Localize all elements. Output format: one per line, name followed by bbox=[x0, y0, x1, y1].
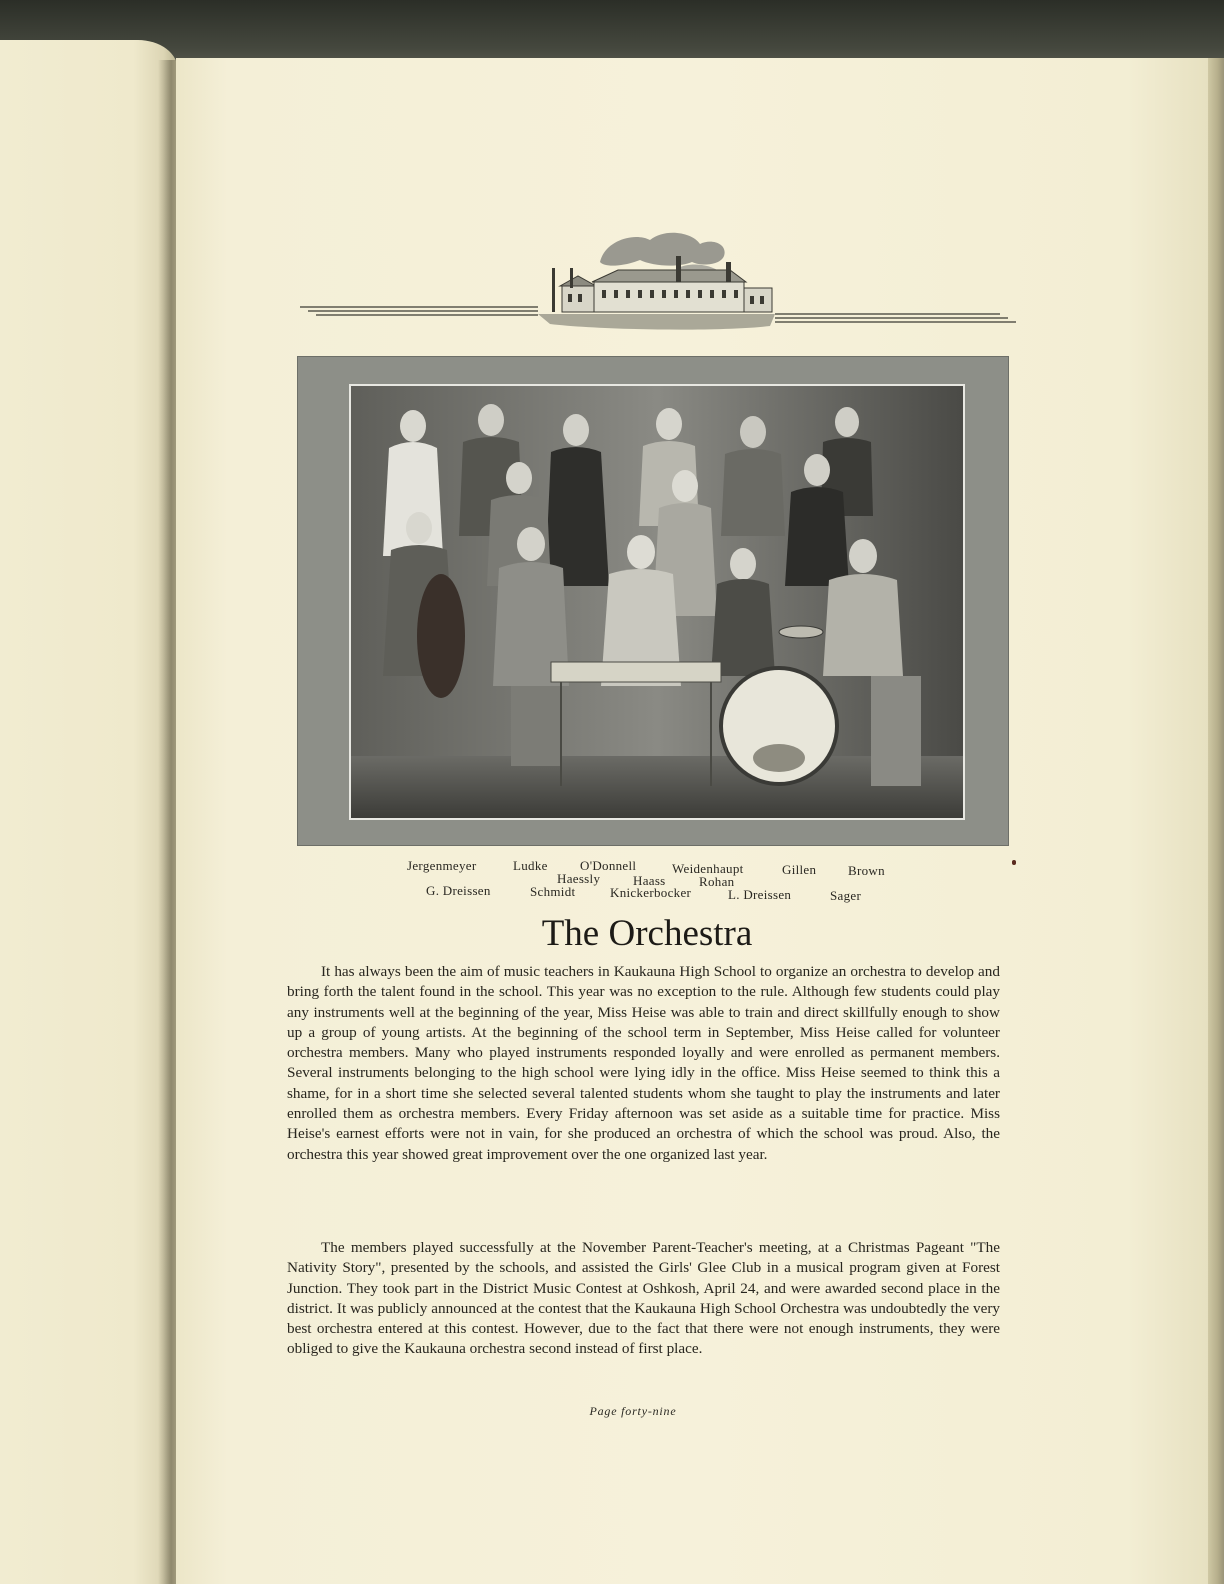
factory-ornament bbox=[300, 222, 1016, 342]
left-facing-page bbox=[0, 40, 178, 1584]
page-number: Page forty-nine bbox=[589, 1404, 677, 1418]
orchestra-photograph bbox=[349, 384, 965, 820]
caption-name: Sager bbox=[830, 888, 862, 903]
caption-name: Brown bbox=[848, 863, 885, 878]
caption-name: Jergenmeyer bbox=[407, 858, 477, 873]
article-paragraph: The members played successfully at the November Parent-Teacher's meeting, at a Christmas Pageant "The Nativity Story", presented by the schools, and assisted the Girls' Glee Club in a musical program given at Forest Junction. They took part in the District Music Contest at Oshkosh, April 24, and were awarded second place in the district. It was publicly announced at the contest that the Kaukauna High School Orchestra was undoubtedly the very best orchestra entered at this contest. However, due to the fact that there were not enough instruments, they were obliged to give the Kaukauna orchestra second instead of first place. bbox=[287, 1239, 1000, 1358]
caption-name: Rohan bbox=[699, 874, 735, 889]
caption-name: Knickerbocker bbox=[610, 885, 692, 900]
article-paragraph: It has always been the aim of music teachers in Kaukauna High School to organize an orchestra to develop and bring forth the talent found in the school. This year was no exception to the rule. Although few students could play any instruments well at the beginning of the year, Miss Heise was able to train and direct skillfully enough to show up a group of young artists. At the beginning of the school term in September, Miss Heise called for volunteer orchestra members. Many who played instruments responded loyally and were enrolled as permanent members. Several instruments belonging to the high school were lying idly in the office. Miss Heise seemed to think this a shame, for in a short time she selected several talented students whom she taught to play the instruments and later enrolled them as orchestra members. Every Friday afternoon was set aside as a suitable time for practice. Miss Heise's earnest efforts were not in vain, for she produced an orchestra of which the school was proud. Also, the orchestra this year showed great improvement over the one organized last year. bbox=[287, 963, 1000, 1163]
caption-name: Haass bbox=[633, 873, 666, 888]
caption-name: Schmidt bbox=[530, 884, 576, 899]
ink-speck bbox=[1012, 860, 1016, 865]
caption-name: Ludke bbox=[513, 858, 548, 873]
caption-name: Weidenhaupt bbox=[672, 861, 744, 876]
caption-name: O'Donnell bbox=[580, 858, 637, 873]
caption-name: G. Dreissen bbox=[426, 883, 491, 898]
caption-name: L. Dreissen bbox=[728, 887, 792, 902]
article-title: The Orchestra bbox=[541, 913, 753, 954]
caption-name: Gillen bbox=[782, 862, 817, 877]
page-edge bbox=[1208, 58, 1224, 1584]
caption-name: Haessly bbox=[557, 871, 601, 886]
